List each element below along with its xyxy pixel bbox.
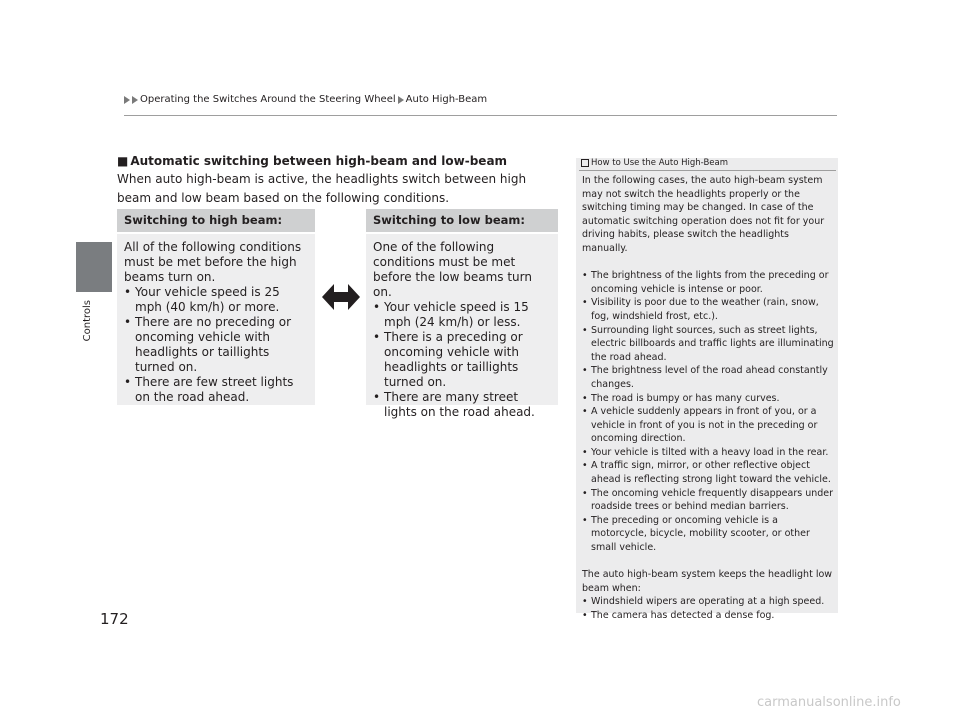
- list-item: [582, 487, 834, 514]
- triangle-right-icon: [132, 96, 138, 104]
- breadcrumb-item-auto-high-beam: Auto High-Beam: [405, 94, 488, 105]
- list-item: [582, 364, 834, 391]
- list-item: [373, 390, 550, 420]
- list-item: [124, 315, 307, 375]
- chapter-label: Controls: [82, 300, 93, 342]
- list-item-text: There are no preceding or oncoming vehicle with headlights or taillights turned on.: [135, 315, 292, 374]
- info-content: [582, 174, 834, 623]
- list-item: [582, 269, 834, 296]
- triangle-right-icon: [398, 96, 404, 104]
- list-item-text: A traffic sign, mirror, or other reflective object ahead is reflecting strong light toward the vehicle.: [591, 460, 831, 486]
- watermark: carmanualsonline.info: [757, 695, 901, 710]
- list-item-text: The road is bumpy or has many curves.: [591, 392, 780, 404]
- list-item: [582, 446, 834, 460]
- list-item: [582, 609, 834, 623]
- bullet-dot: •: [582, 596, 588, 608]
- bullet-dot: •: [373, 330, 381, 344]
- list-item-text: There are few street lights on the road ahead.: [135, 375, 294, 404]
- list-item: [373, 300, 550, 330]
- bullet-dot: •: [582, 610, 588, 621]
- list-item-text: The oncoming vehicle frequently disappears under roadside trees or behind median barriers.: [591, 487, 834, 513]
- list-item-text: A vehicle suddenly appears in front of you, or a vehicle in front of you is not in the preceding or oncoming direction.: [591, 406, 818, 445]
- list-item-text: The preceding or oncoming vehicle is a motorcycle, bicycle, mobility scooter, or other small vehicle.: [591, 514, 810, 554]
- list-item: [582, 514, 834, 555]
- section-heading: [117, 154, 507, 168]
- list-item-text: The brightness of the lights from the preceding or oncoming vehicle is intense or poor.: [591, 270, 829, 295]
- list-item: [582, 459, 834, 486]
- list-item: [373, 330, 550, 390]
- list-item-text: The brightness level of the road ahead constantly changes.: [591, 365, 828, 390]
- keeps-low-intro: The auto high-beam system keeps the headlight low beam when:: [582, 569, 833, 594]
- high-beam-panel: [117, 234, 315, 405]
- header-divider: [124, 115, 837, 116]
- bullet-dot: •: [124, 285, 132, 299]
- high-beam-lead: All of the following conditions must be met before the high beams turn on.: [124, 240, 302, 284]
- section-intro: When auto high-beam is active, the headlights switch between high beam and low beam based on the following conditions.: [117, 172, 527, 205]
- list-item-text: Your vehicle speed is 25 mph (40 km/h) or more.: [135, 285, 280, 314]
- bullet-dot: •: [582, 446, 588, 458]
- list-item-text: Your vehicle is tilted with a heavy load in the rear.: [591, 446, 829, 458]
- bullet-dot: •: [582, 487, 588, 499]
- list-item: [582, 595, 834, 609]
- low-beam-lead: One of the following conditions must be met before the low beams turn on.: [373, 240, 532, 299]
- info-title-text: How to Use the Auto High-Beam: [591, 158, 729, 168]
- reference-box-icon: [581, 159, 589, 167]
- list-item-text: Surrounding light sources, such as street lights, electric billboards and traffic lights are illuminating the road ahead.: [591, 324, 834, 363]
- bullet-dot: •: [582, 406, 588, 418]
- list-item: [124, 285, 307, 315]
- list-item: [582, 324, 834, 365]
- info-divider: [579, 170, 836, 171]
- bullet-dot: •: [582, 514, 588, 526]
- bullet-dot: •: [582, 324, 588, 336]
- list-item: [582, 405, 834, 446]
- section-marker: ■: [117, 154, 129, 168]
- breadcrumb-item-operating-switches: Operating the Switches Around the Steering Wheel: [140, 94, 396, 105]
- bullet-dot: •: [582, 392, 588, 404]
- bullet-dot: •: [373, 300, 381, 314]
- low-beam-panel: [366, 234, 558, 419]
- list-item: [582, 296, 834, 323]
- bullet-dot: •: [582, 365, 588, 377]
- list-item-text: Windshield wipers are operating at a high speed.: [591, 596, 825, 608]
- list-item-text: Visibility is poor due to the weather (rain, snow, fog, windshield frost, etc.).: [591, 297, 819, 322]
- list-item-text: The camera has detected a dense fog.: [591, 610, 775, 621]
- triangle-right-icon: [124, 96, 130, 104]
- list-item: [124, 375, 307, 405]
- double-arrow-icon: [322, 282, 360, 312]
- bullet-dot: •: [373, 390, 381, 404]
- page-number: 172: [100, 610, 129, 628]
- bullet-dot: •: [124, 375, 132, 389]
- bullet-dot: •: [582, 270, 588, 282]
- breadcrumb: [124, 94, 487, 105]
- chapter-tab: [76, 242, 112, 292]
- bullet-dot: •: [124, 315, 132, 329]
- info-intro: In the following cases, the auto high-beam system may not switch the headlights properly or the switching timing may be changed. In case of the automatic switching operation does not fit for your driving habits, please switch the headlights manually.: [582, 175, 825, 254]
- bullet-dot: •: [582, 460, 588, 472]
- info-sidebar-title: [581, 158, 728, 168]
- section-heading-text: Automatic switching between high-beam and low-beam: [130, 154, 508, 168]
- low-beam-panel-title: Switching to low beam:: [366, 209, 558, 232]
- list-item-text: Your vehicle speed is 15 mph (24 km/h) or less.: [384, 300, 529, 329]
- list-item-text: There are many street lights on the road ahead.: [384, 390, 535, 419]
- high-beam-panel-title: Switching to high beam:: [117, 209, 315, 232]
- bullet-dot: •: [582, 297, 588, 309]
- list-item: [582, 392, 834, 406]
- list-item-text: There is a preceding or oncoming vehicle with headlights or taillights turned on.: [384, 330, 523, 389]
